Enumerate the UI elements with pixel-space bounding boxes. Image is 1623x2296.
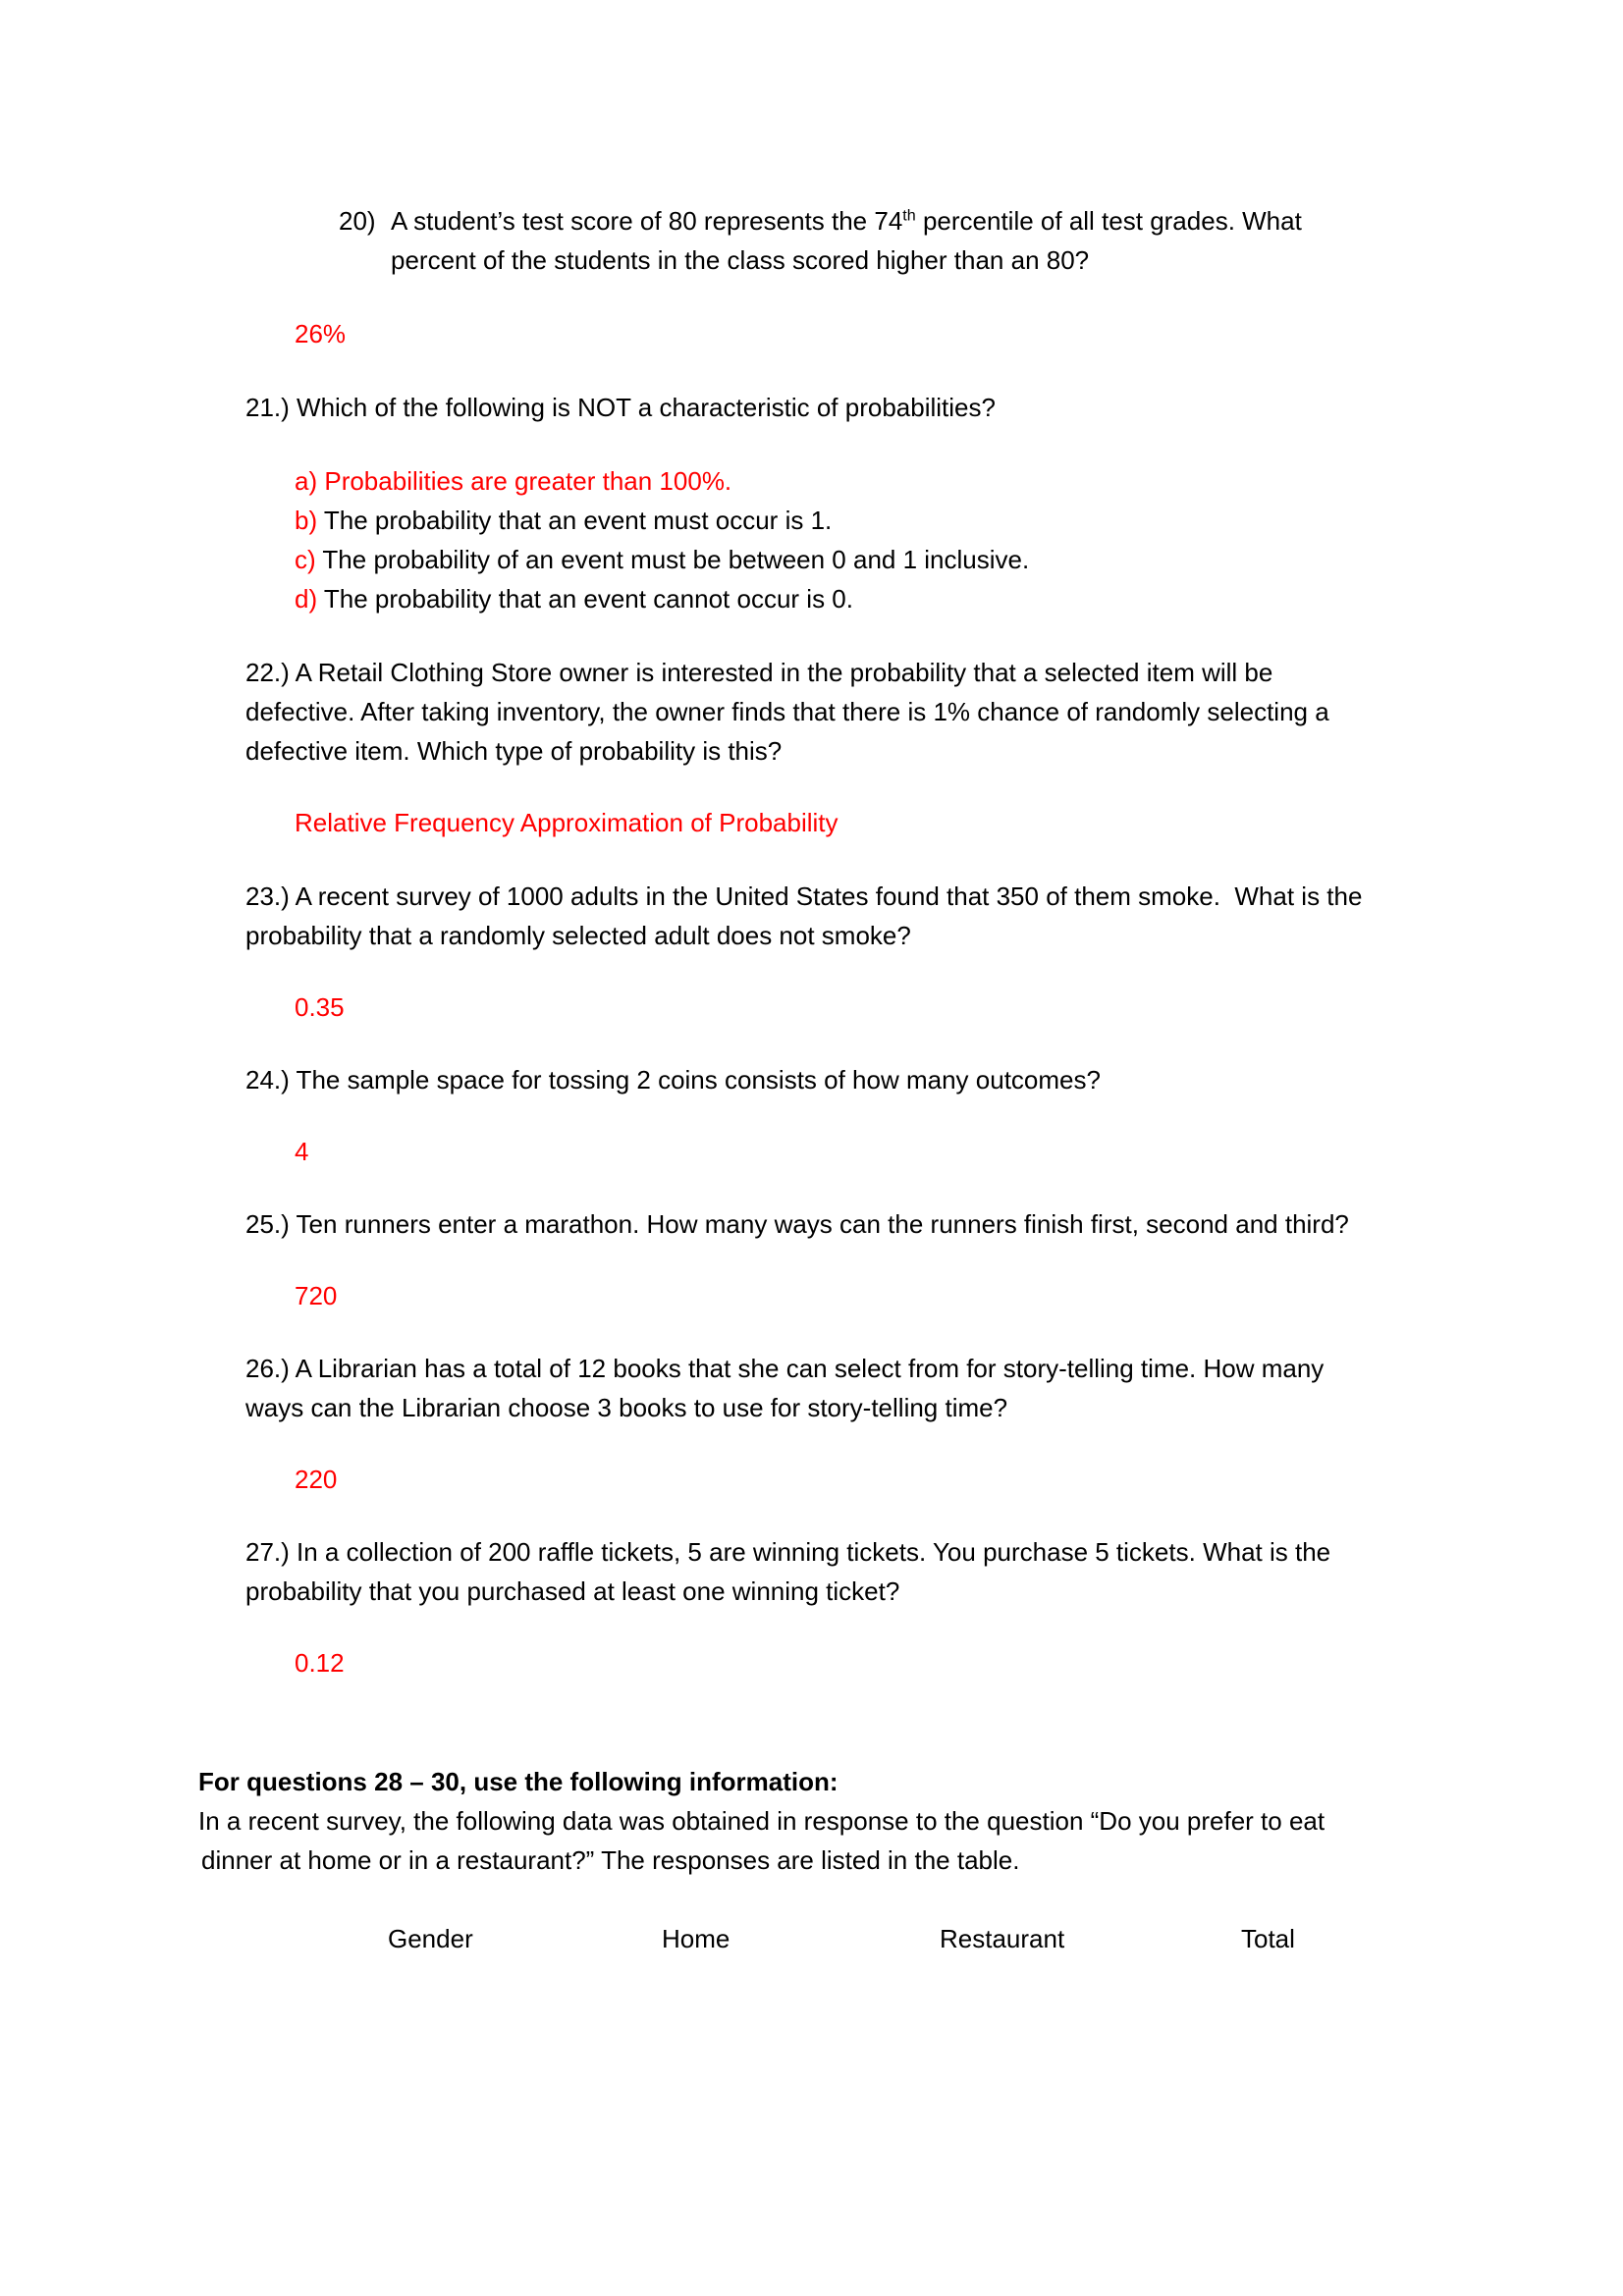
answer-27: 0.12 [295, 1648, 345, 1678]
answer-23: 0.35 [295, 992, 345, 1022]
question-22-line-2: defective. After taking inventory, the owner finds that there is 1% chance of randomly selecting a [245, 697, 1329, 726]
question-26-line-1: 26.) A Librarian has a total of 12 books that she can select from for story-telling time. How many [245, 1354, 1325, 1383]
section-28-30-heading: For questions 28 – 30, use the following information: [198, 1767, 839, 1796]
question-23-line-2: probability that a randomly selected adult does not smoke? [245, 921, 911, 950]
option-a-text: Probabilities are greater than 100%. [317, 466, 732, 496]
answer-24: 4 [295, 1137, 309, 1166]
question-20-line-1 [391, 201, 1302, 240]
section-28-30-line-2: dinner at home or in a restaurant?” The responses are listed in the table. [201, 1845, 1020, 1875]
question-21-option-c [295, 540, 1029, 579]
table-header-total: Total [1241, 1924, 1295, 1953]
question-20-line-2: percent of the students in the class scored higher than an 80? [391, 245, 1090, 275]
question-21-option-d [295, 579, 853, 618]
question-23-line-1: 23.) A recent survey of 1000 adults in the United States found that 350 of them smoke. What is the [245, 881, 1363, 911]
question-22-line-3: defective item. Which type of probability is this? [245, 736, 783, 766]
question-20-number: 20) [339, 206, 376, 236]
question-21-option-a [295, 461, 731, 501]
answer-22: Relative Frequency Approximation of Probability [295, 808, 839, 837]
table-header-restaurant: Restaurant [940, 1924, 1065, 1953]
option-d-text: The probability that an event cannot occur is 0. [317, 584, 853, 614]
question-26-line-2: ways can the Librarian choose 3 books to use for story-telling time? [245, 1393, 1008, 1422]
table-header-home: Home [662, 1924, 730, 1953]
answer-26: 220 [295, 1465, 338, 1494]
question-27-line-1: 27.) In a collection of 200 raffle tickets, 5 are winning tickets. You purchase 5 tickets. What is the [245, 1537, 1331, 1567]
question-22-line-1: 22.) A Retail Clothing Store owner is interested in the probability that a selected item will be [245, 658, 1273, 687]
answer-20: 26% [295, 319, 347, 348]
question-27-line-2: probability that you purchased at least one winning ticket? [245, 1576, 900, 1606]
option-b-letter: b) [295, 506, 318, 535]
section-28-30-line-1: In a recent survey, the following data was obtained in response to the question “Do you prefer to eat [198, 1806, 1325, 1836]
option-b-text: The probability that an event must occur is 1. [317, 506, 833, 535]
option-a-letter: a) [295, 466, 318, 496]
option-d-letter: d) [295, 584, 318, 614]
answer-25: 720 [295, 1281, 338, 1310]
question-21-line-1: 21.) Which of the following is NOT a characteristic of probabilities? [245, 393, 996, 422]
question-25-line-1: 25.) Ten runners enter a marathon. How many ways can the runners finish first, second and third? [245, 1209, 1349, 1239]
table-header-gender: Gender [388, 1924, 473, 1953]
question-20-line-1-post: percentile of all test grades. What [915, 206, 1302, 236]
option-c-letter: c) [295, 545, 316, 574]
question-20-ordinal-superscript: th [902, 206, 916, 225]
question-21-option-b [295, 501, 832, 540]
option-c-text: The probability of an event must be between 0 and 1 inclusive. [315, 545, 1030, 574]
question-24-line-1: 24.) The sample space for tossing 2 coins consists of how many outcomes? [245, 1065, 1101, 1095]
question-20-line-1-pre: A student’s test score of 80 represents the 74 [391, 206, 903, 236]
